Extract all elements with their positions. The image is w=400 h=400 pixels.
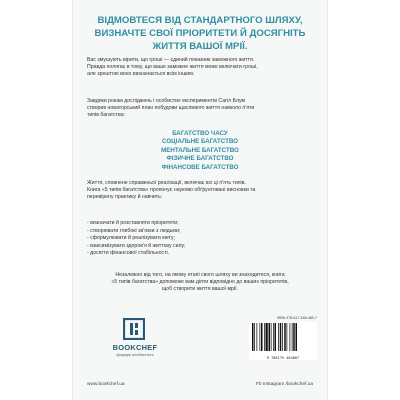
bookchef-logo-icon xyxy=(123,318,145,340)
paragraph-line: перевірену практику й навчить: xyxy=(87,194,163,201)
headline-line: ВИЗНАЧТЕ СВОЇ ПРІОРИТЕТИ Й ДОСЯГНІТЬ xyxy=(94,28,306,39)
book-promise-paragraph xyxy=(87,180,313,202)
barcode xyxy=(249,322,317,360)
list-item: - сформулювати й реалізувати мету; xyxy=(87,235,176,242)
paragraph-line: типів багатства: xyxy=(87,112,126,119)
headline-line: ВІДМОВТЕСЯ ВІД СТАНДАРТНОГО ШЛЯХУ, xyxy=(97,15,303,26)
paragraph-line: Незалежно від того, на якому етапі свого шляху ви знаходитеся, книга xyxy=(115,272,285,278)
isbn-text: ISBN 978-617-548-480-7 xyxy=(276,316,317,320)
paragraph-line: Вас змушують вірити, що гроші — єдиний показник заможного життя. xyxy=(87,57,255,63)
publisher-tagline: формує особистість xyxy=(116,352,154,357)
wealth-type-mental: МЕНТАЛЬНЕ БАГАТСТВО xyxy=(161,146,239,154)
wealth-type-time: БАГАТСТВО ЧАСУ xyxy=(172,130,228,137)
paragraph-line: Книга «5 типів багатства» пропонує науково обґрунтовані висновки та xyxy=(87,187,256,194)
closing-paragraph xyxy=(87,272,313,294)
paragraph-line: щоб створити життя вашої мрії. xyxy=(162,286,238,293)
wealth-type-physical: ФІЗИЧНЕ БАГАТСТВО xyxy=(166,155,234,163)
headline xyxy=(73,14,327,53)
barcode-number: 9 786175 484807 xyxy=(266,356,300,360)
paragraph-line: створив новаторський план побудови щасливого життя навколо п'яти xyxy=(87,105,255,112)
author-paragraph xyxy=(87,98,313,120)
publisher-logo xyxy=(105,318,165,368)
benefits-list xyxy=(87,220,313,258)
list-item: - досягти фінансової стабільності. xyxy=(87,250,170,257)
paragraph-line: Завдяки рокам досліджень і особистих експериментів Сагіл Блум xyxy=(87,98,246,104)
paragraph-line: «5 типів багатства» допоможе вам діяти відповідно до ваших пріоритетів, xyxy=(111,279,289,286)
headline-line: ЖИТТЯ ВАШОЇ МРІЇ. xyxy=(152,41,248,52)
wealth-type-social: СОЦІАЛЬНЕ БАГАТСТВО xyxy=(162,138,238,146)
publisher-social: Fb Instagram /bookchef.ua xyxy=(255,382,313,387)
book-back-cover xyxy=(73,0,327,400)
list-item: - максимізувати здоров'я й життєву силу; xyxy=(87,242,186,249)
wealth-types-list xyxy=(73,130,327,172)
paragraph-line: але зрештою воно визначається всім іншим. xyxy=(87,71,195,78)
paragraph-line: Правда полягає в тому, що ваше заможне життя може включати гроші, xyxy=(87,64,258,71)
paragraph-line: Життя, сповнене справжньої реалізації, включає всі ці п'ять типів. xyxy=(87,180,246,186)
publisher-brand: BOOKCHEF xyxy=(112,343,158,352)
barcode-icon xyxy=(249,322,317,354)
list-item: - створювати глибокі зв'язки з людьми; xyxy=(87,227,181,234)
intro-paragraph xyxy=(87,57,313,79)
wealth-type-financial: ФІНАНСОВЕ БАГАТСТВО xyxy=(161,163,239,171)
list-item: - визначати й розставляти пріоритети; xyxy=(87,220,179,226)
publisher-website: www.bookchef.ua xyxy=(87,382,125,387)
